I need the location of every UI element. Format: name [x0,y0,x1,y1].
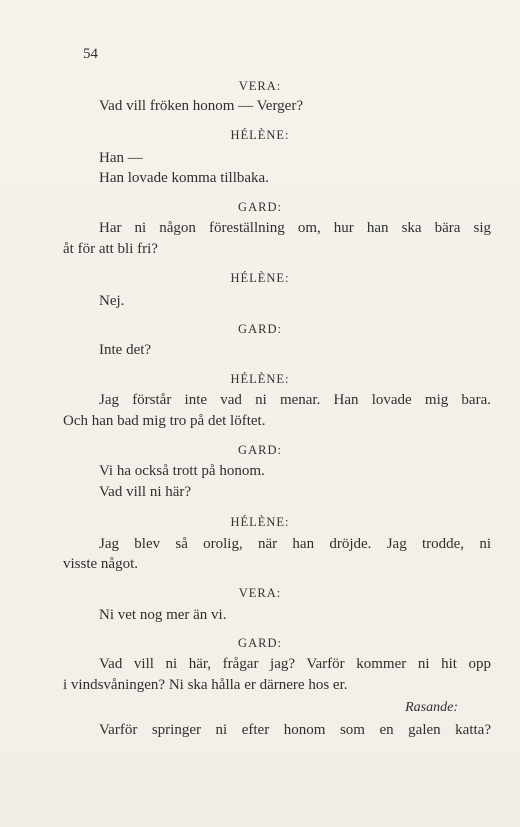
speaker-helene: HÉLÈNE: [230,515,290,529]
dialogue-line: Och han bad mig tro på det löftet. [63,413,266,429]
dialogue-line: Han lovade komma tillbaka. [99,170,269,186]
dialogue-line: Jag förstår inte vad ni menar. Han lovade mig bara. [99,392,491,408]
dialogue-line: Nej. [99,293,125,309]
speaker-gard: GARD: [238,200,282,214]
dialogue-line: åt för att bli fri? [63,241,158,257]
dialogue-line: Har ni någon föreställning om, hur han ska bära sig [99,220,491,236]
speaker-vera: VERA: [238,586,282,600]
dialogue-line: Vad vill ni här? [99,484,192,500]
page-number: 54 [83,46,98,62]
dialogue-line: Vad vill ni här, frågar jag? Varför kommer ni hit opp [99,656,491,672]
speaker-gard: GARD: [238,636,282,650]
speaker-helene: HÉLÈNE: [230,271,290,285]
speaker-vera: VERA: [238,79,282,93]
speaker-helene: HÉLÈNE: [230,372,290,386]
dialogue-line: i vindsvåningen? Ni ska hålla er därnere hos er. [63,677,348,693]
speaker-gard: GARD: [238,443,282,457]
stage-direction: Rasande: [405,700,458,715]
dialogue-line: Vi ha också trott på honom. [99,463,265,479]
speaker-gard: GARD: [238,322,282,336]
dialogue-line: Varför springer ni efter honom som en galen katta? [99,722,491,738]
dialogue-line: visste något. [63,556,138,572]
dialogue-line: Inte det? [99,342,152,358]
dialogue-line: Jag blev så orolig, när han dröjde. Jag trodde, ni [99,536,491,552]
speaker-helene: HÉLÈNE: [230,128,290,142]
dialogue-line: Vad vill fröken honom — Verger? [99,98,303,114]
dialogue-line: Ni vet nog mer än vi. [99,607,227,623]
dialogue-line: Han — [99,150,143,166]
